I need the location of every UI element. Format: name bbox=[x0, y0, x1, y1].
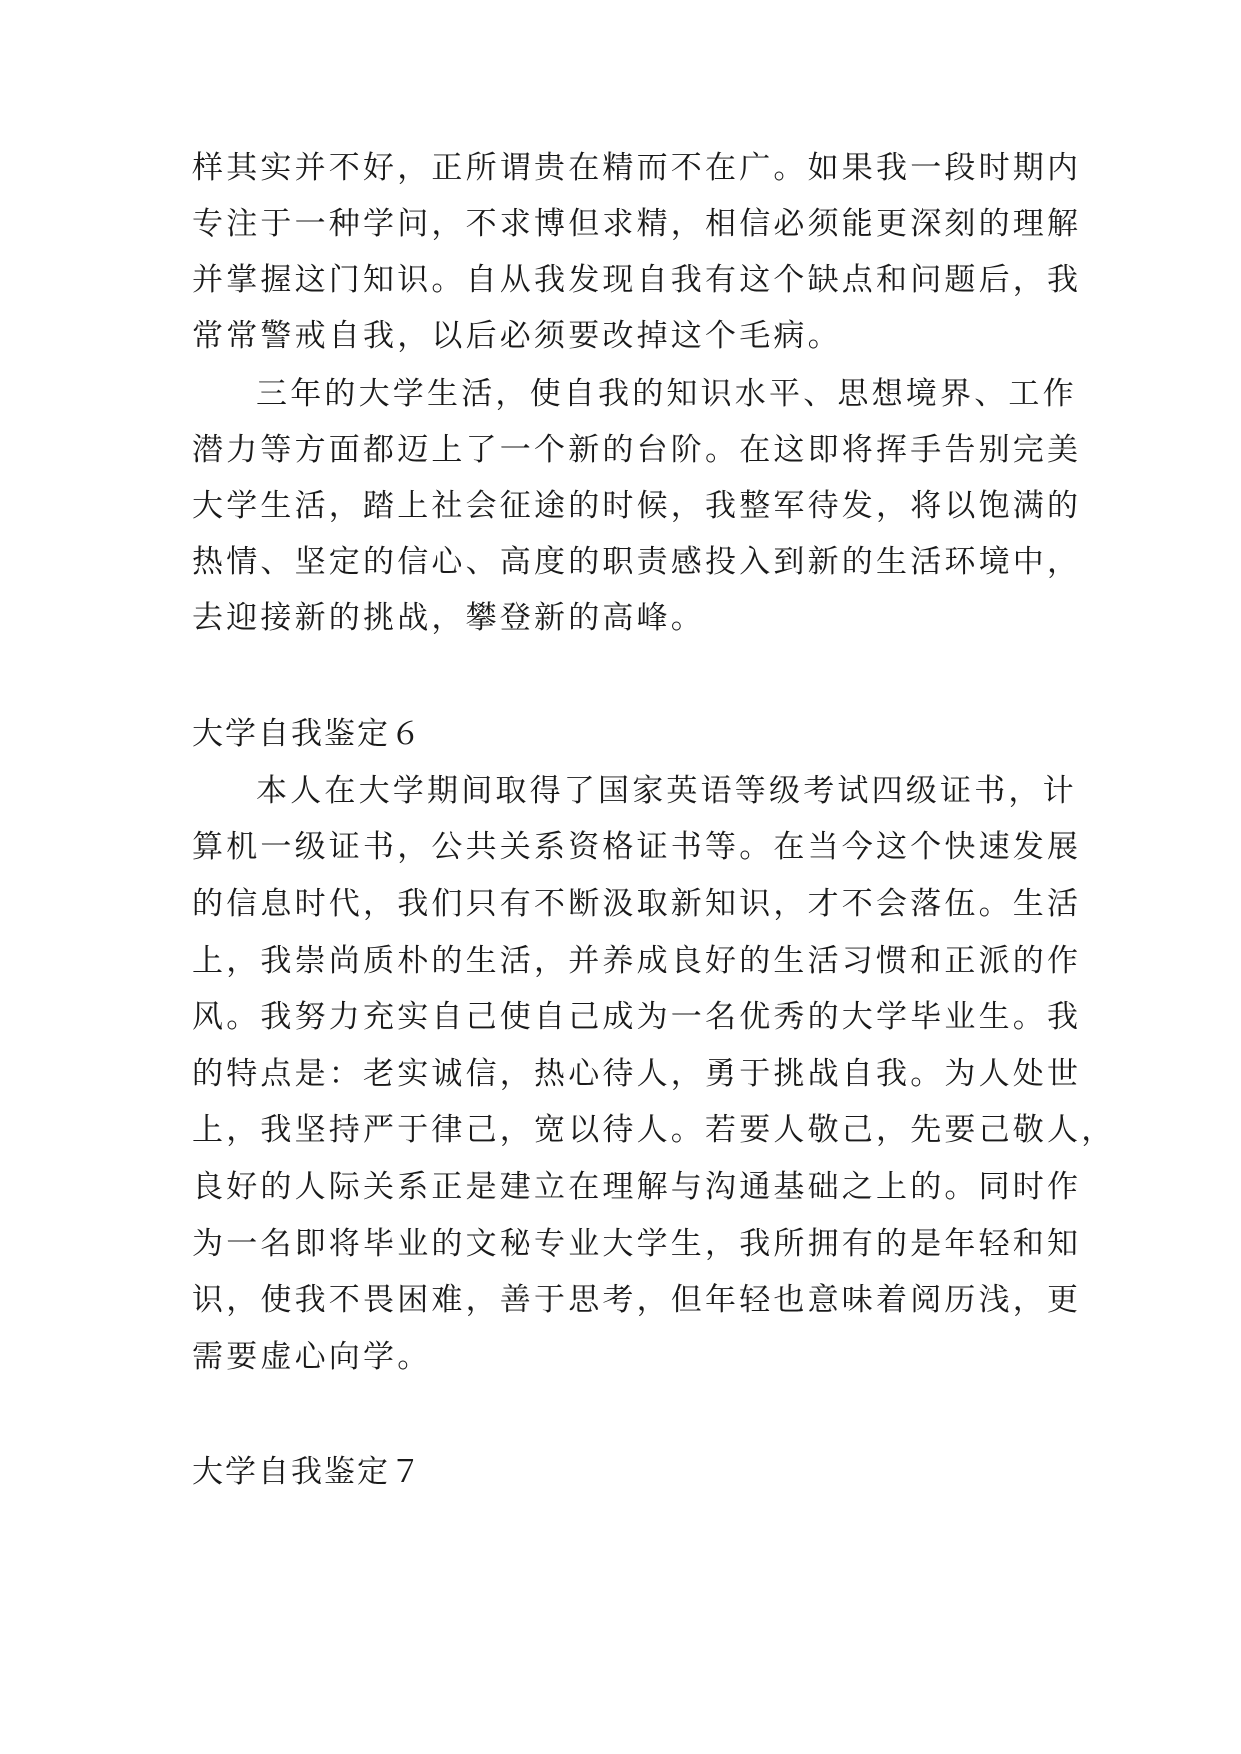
section-6-line-5: 风。我努力充实自己使自己成为一名优秀的大学毕业生。我 bbox=[192, 999, 1082, 1035]
section-6-line-6: 的特点是：老实诚信，热心待人，勇于挑战自我。为人处世 bbox=[192, 1056, 1082, 1092]
section-6-line-7: 上，我坚持严于律己，宽以待人。若要人敬己，先要己敬人， bbox=[192, 1112, 1116, 1148]
section-6-heading: 大学自我鉴定６ bbox=[192, 716, 423, 752]
paragraph-2-line-2: 潜力等方面都迈上了一个新的台阶。在这即将挥手告别完美 bbox=[192, 432, 1082, 468]
paragraph-1-line-3: 并掌握这门知识。自从我发现自我有这个缺点和问题后，我 bbox=[192, 262, 1082, 298]
section-7-heading: 大学自我鉴定７ bbox=[192, 1454, 423, 1490]
section-6-line-1: 本人在大学期间取得了国家英语等级考试四级证书，计 bbox=[256, 773, 1077, 809]
paragraph-2-line-3: 大学生活，踏上社会征途的时候，我整军待发，将以饱满的 bbox=[192, 488, 1082, 524]
section-6-line-2: 算机一级证书，公共关系资格证书等。在当今这个快速发展 bbox=[192, 829, 1082, 865]
section-6-line-8: 良好的人际关系正是建立在理解与沟通基础之上的。同时作 bbox=[192, 1169, 1082, 1205]
paragraph-2-line-4: 热情、坚定的信心、高度的职责感投入到新的生活环境中， bbox=[192, 544, 1082, 580]
section-6-line-3: 的信息时代，我们只有不断汲取新知识，才不会落伍。生活 bbox=[192, 886, 1082, 922]
section-6-line-10: 识，使我不畏困难，善于思考，但年轻也意味着阅历浅，更 bbox=[192, 1282, 1082, 1318]
paragraph-2-line-1: 三年的大学生活，使自我的知识水平、思想境界、工作 bbox=[256, 376, 1077, 412]
paragraph-2-line-5: 去迎接新的挑战，攀登新的高峰。 bbox=[192, 600, 705, 636]
section-6-line-9: 为一名即将毕业的文秘专业大学生，我所拥有的是年轻和知 bbox=[192, 1226, 1082, 1262]
section-6-line-11: 需要虚心向学。 bbox=[192, 1339, 432, 1375]
section-6-line-4: 上，我崇尚质朴的生活，并养成良好的生活习惯和正派的作 bbox=[192, 943, 1082, 979]
paragraph-1-line-4: 常常警戒自我，以后必须要改掉这个毛病。 bbox=[192, 318, 842, 354]
paragraph-1-line-2: 专注于一种学问，不求博但求精，相信必须能更深刻的理解 bbox=[192, 206, 1082, 242]
paragraph-1-line-1: 样其实并不好，正所谓贵在精而不在广。如果我一段时期内 bbox=[192, 150, 1082, 186]
